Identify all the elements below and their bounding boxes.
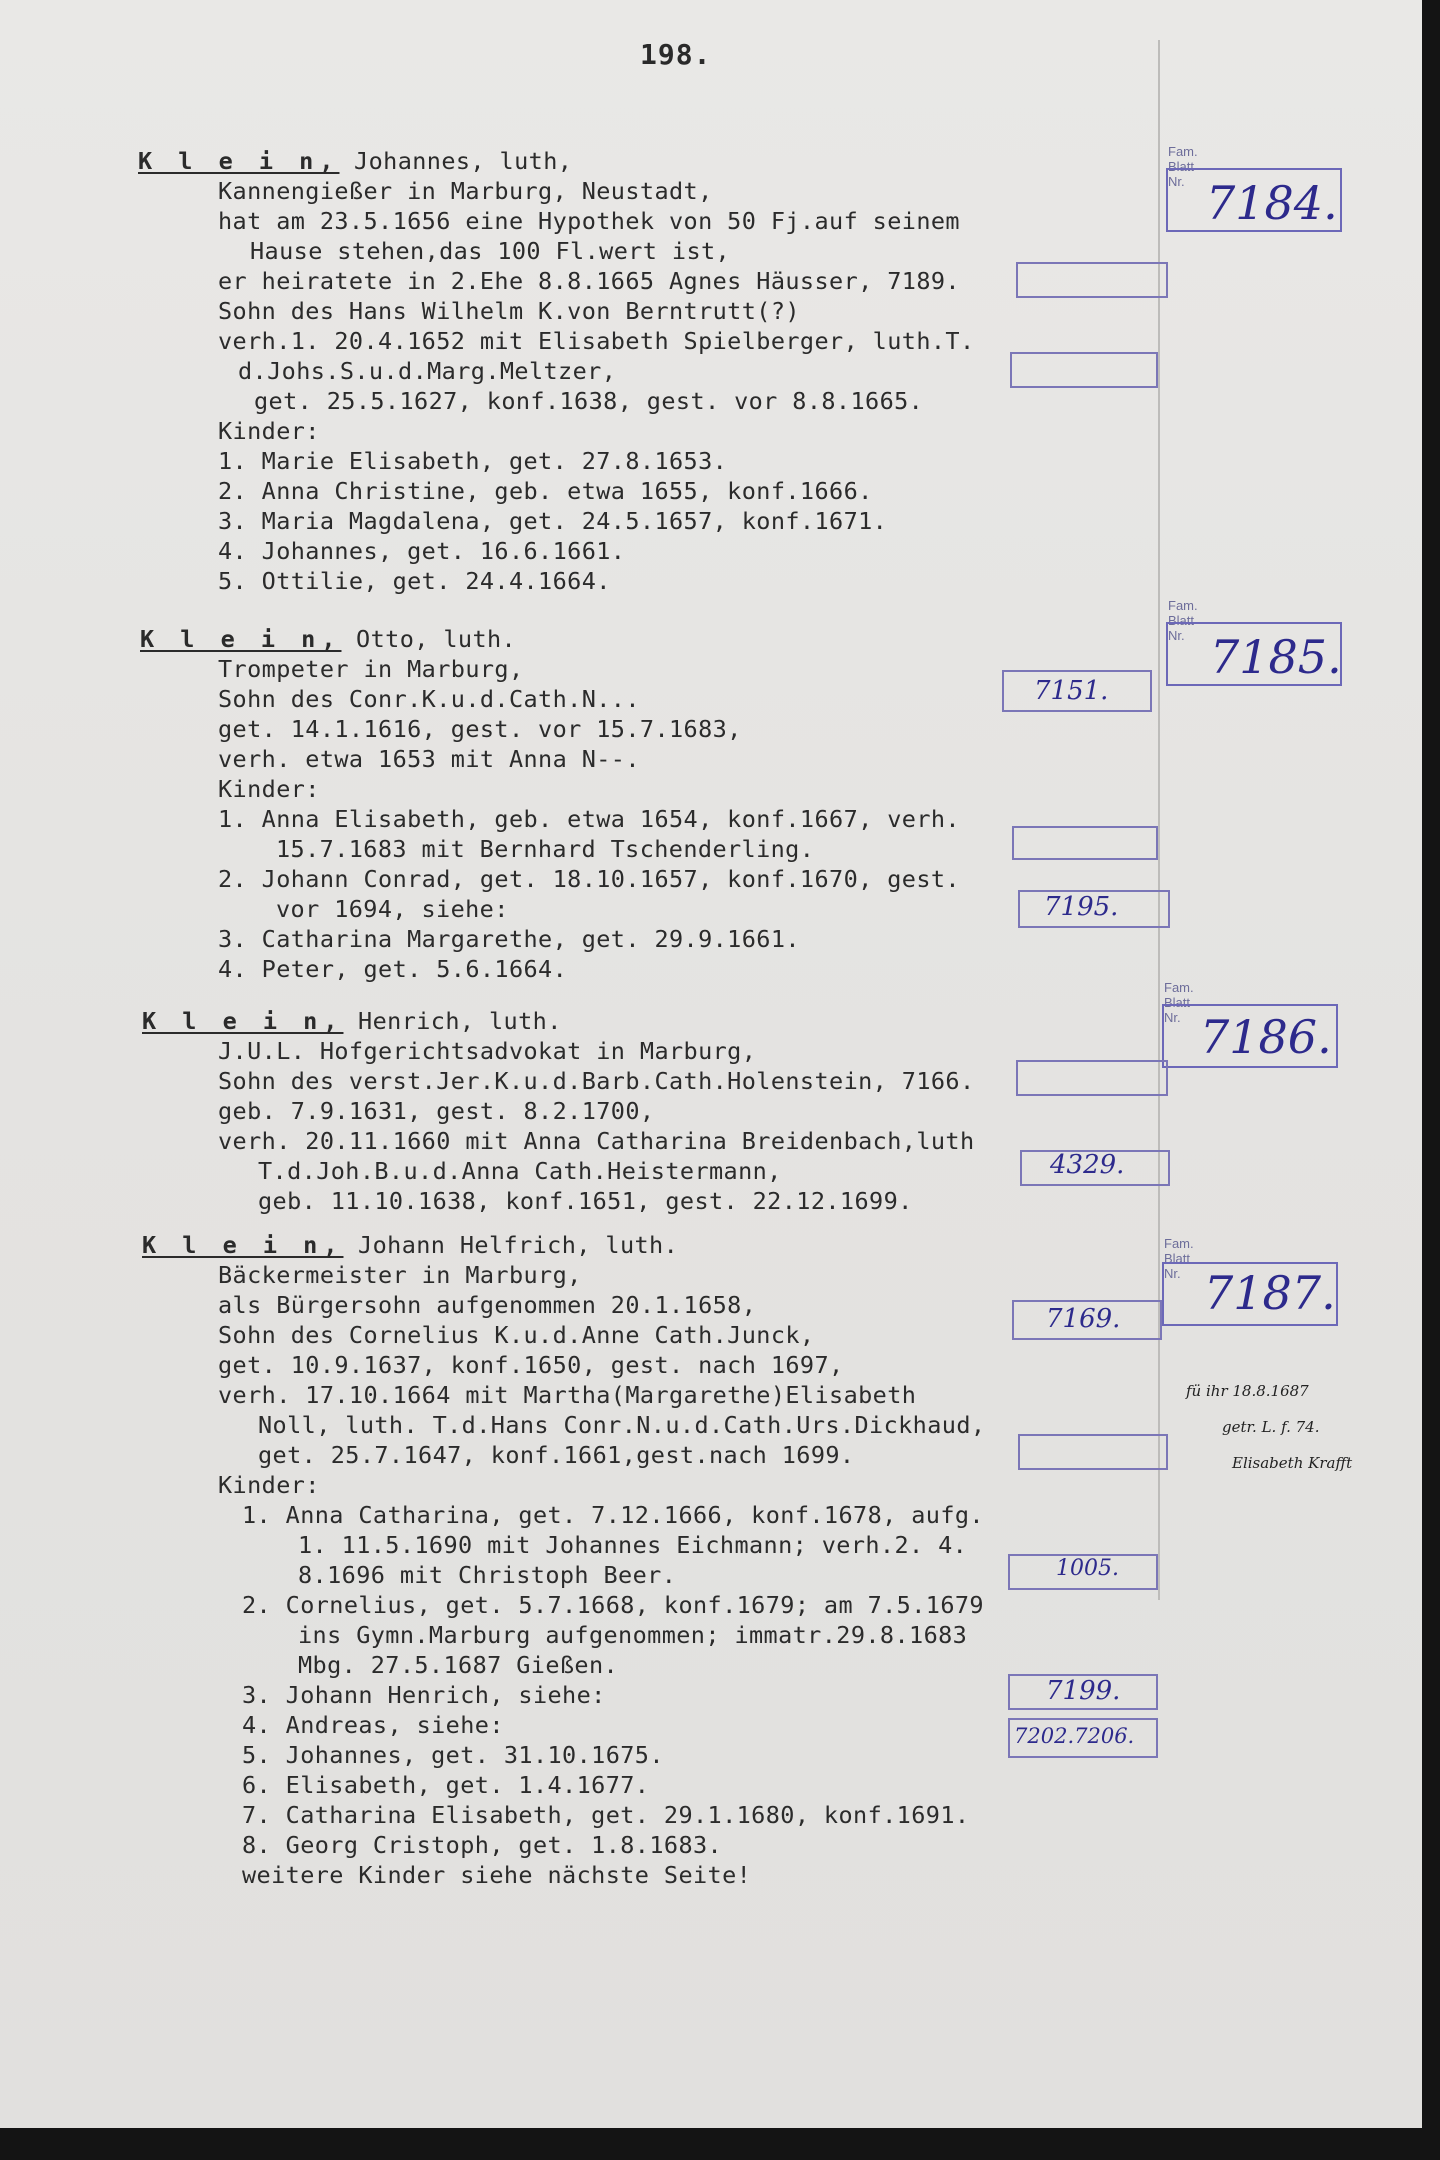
entry-line: als Bürgersohn aufgenommen 20.1.1658, — [218, 1291, 757, 1319]
entry-line: 7. Catharina Elisabeth, get. 29.1.1680, konf.1691. — [242, 1801, 970, 1829]
cross-ref-number: 7195. — [1044, 892, 1119, 922]
entry-line: 5. Johannes, get. 31.10.1675. — [242, 1741, 664, 1769]
margin-handwritten-note: getr. L. f. 74. — [1222, 1418, 1320, 1436]
confession: luth, — [499, 147, 573, 175]
entry-line: 2. Johann Conrad, get. 18.10.1657, konf.1670, gest. — [218, 865, 960, 893]
surname: K l e i n, — [142, 1231, 344, 1259]
entry-line: 4. Peter, get. 5.6.1664. — [218, 955, 568, 983]
surname: K l e i n, — [138, 147, 340, 175]
entry-line: 1. Marie Elisabeth, get. 27.8.1653. — [218, 447, 728, 475]
cross-ref-number: 7199. — [1046, 1676, 1121, 1706]
entry-line: 5. Ottilie, get. 24.4.1664. — [218, 567, 611, 595]
fam-blatt-number: 7186. — [1200, 1010, 1332, 1064]
entry-line: Bäckermeister in Marburg, — [218, 1261, 582, 1289]
entry-line: J.U.L. Hofgerichtsadvokat in Marburg, — [218, 1037, 757, 1065]
entry-line: get. 25.7.1647, konf.1661,gest.nach 1699. — [258, 1441, 855, 1469]
entry-line: get. 10.9.1637, konf.1650, gest. nach 1697, — [218, 1351, 844, 1379]
cross-ref-box — [1012, 826, 1158, 860]
given-name: Johannes, — [354, 147, 485, 175]
entry-line: 1. Anna Catharina, get. 7.12.1666, konf.1678, aufg. — [242, 1501, 984, 1529]
entry-line: d.Johs.S.u.d.Marg.Meltzer, — [238, 357, 617, 385]
fam-blatt-label: Fam. Blatt Nr. — [1168, 598, 1198, 643]
cross-ref-number: 4329. — [1050, 1150, 1125, 1180]
entry-line: Hause stehen,das 100 Fl.wert ist, — [250, 237, 731, 265]
entry-line: er heiratete in 2.Ehe 8.8.1665 Agnes Häusser, 7189. — [218, 267, 960, 295]
fam-blatt-number: 7187. — [1204, 1266, 1336, 1320]
entry-line: 4. Andreas, siehe: — [242, 1711, 504, 1739]
cross-ref-box — [1018, 1434, 1168, 1470]
fam-blatt-number: 7184. — [1206, 176, 1338, 230]
entry-line: Sohn des Cornelius K.u.d.Anne Cath.Junck, — [218, 1321, 815, 1349]
entry-line: geb. 7.9.1631, gest. 8.2.1700, — [218, 1097, 655, 1125]
confession: luth. — [443, 625, 517, 653]
entry-line: geb. 11.10.1638, konf.1651, gest. 22.12.1699. — [258, 1187, 913, 1215]
entry-line: 6. Elisabeth, get. 1.4.1677. — [242, 1771, 650, 1799]
cross-ref-number: 7151. — [1034, 676, 1109, 706]
fam-blatt-label: Fam. Blatt Nr. — [1168, 144, 1198, 189]
cross-ref-number: 1005. — [1056, 1556, 1119, 1581]
entry-line: Kinder: — [218, 1471, 320, 1499]
entry-line: 3. Catharina Margarethe, get. 29.9.1661. — [218, 925, 800, 953]
surname: K l e i n, — [142, 1007, 344, 1035]
cross-ref-box — [1016, 1060, 1168, 1096]
entry-line: Sohn des Conr.K.u.d.Cath.N... — [218, 685, 640, 713]
entry-line: 3. Maria Magdalena, get. 24.5.1657, konf.1671. — [218, 507, 888, 535]
margin-handwritten-note: fü ihr 18.8.1687 — [1186, 1382, 1309, 1400]
entry-line: get. 14.1.1616, gest. vor 15.7.1683, — [218, 715, 742, 743]
margin-handwritten-note: Elisabeth Krafft — [1232, 1454, 1353, 1472]
entry-line: Sohn des verst.Jer.K.u.d.Barb.Cath.Holenstein, 7166. — [218, 1067, 975, 1095]
entry-line: T.d.Joh.B.u.d.Anna Cath.Heistermann, — [258, 1157, 782, 1185]
entry-line: 2. Cornelius, get. 5.7.1668, konf.1679; am 7.5.1679 — [242, 1591, 984, 1619]
entry-line: get. 25.5.1627, konf.1638, gest. vor 8.8.1665. — [254, 387, 924, 415]
entry-line: 1. Anna Elisabeth, geb. etwa 1654, konf.1667, verh. — [218, 805, 960, 833]
entry-line: 4. Johannes, get. 16.6.1661. — [218, 537, 626, 565]
entry-line: 1. 11.5.1690 mit Johannes Eichmann; verh.2. 4. — [298, 1531, 968, 1559]
entry-line: vor 1694, siehe: — [276, 895, 509, 923]
fam-blatt-label: Fam. Blatt Nr. — [1164, 1236, 1194, 1281]
cross-ref-number: 7202.7206. — [1014, 1724, 1135, 1748]
entry-line: verh. 17.10.1664 mit Martha(Margarethe)Elisabeth — [218, 1381, 917, 1409]
entry-line: 8.1696 mit Christoph Beer. — [298, 1561, 677, 1589]
given-name: Otto, — [356, 625, 429, 653]
entry-line: Kannengießer in Marburg, Neustadt, — [218, 177, 713, 205]
page-number: 198. — [640, 38, 712, 71]
entry-line: verh. etwa 1653 mit Anna N--. — [218, 745, 640, 773]
entry-line: Kinder: — [218, 775, 320, 803]
entry-line: 8. Georg Cristoph, get. 1.8.1683. — [242, 1831, 723, 1859]
entry-line: Kinder: — [218, 417, 320, 445]
entry-line: verh. 20.11.1660 mit Anna Catharina Breidenbach,luth — [218, 1127, 975, 1155]
entry-line: weitere Kinder siehe nächste Seite! — [242, 1861, 752, 1889]
entry-line: 2. Anna Christine, geb. etwa 1655, konf.1666. — [218, 477, 873, 505]
confession: luth. — [489, 1007, 562, 1035]
entry-line: Trompeter in Marburg, — [218, 655, 524, 683]
given-name: Henrich, — [358, 1007, 475, 1035]
entry-heading — [140, 624, 516, 654]
entry-line: Noll, luth. T.d.Hans Conr.N.u.d.Cath.Urs.Dickhaud, — [258, 1411, 986, 1439]
entry-line: Mbg. 27.5.1687 Gießen. — [298, 1651, 619, 1679]
entry-heading — [142, 1006, 562, 1036]
entry-heading — [138, 146, 572, 176]
entry-heading — [142, 1230, 678, 1260]
fam-blatt-label: Fam. Blatt Nr. — [1164, 980, 1194, 1025]
entry-line: 15.7.1683 mit Bernhard Tschenderling. — [276, 835, 815, 863]
cross-ref-box — [1016, 262, 1168, 298]
entry-line: verh.1. 20.4.1652 mit Elisabeth Spielberger, luth.T. — [218, 327, 975, 355]
surname: K l e i n, — [140, 625, 342, 653]
cross-ref-box — [1010, 352, 1158, 388]
entry-line: 3. Johann Henrich, siehe: — [242, 1681, 606, 1709]
cross-ref-number: 7169. — [1046, 1304, 1121, 1334]
confession: luth. — [605, 1231, 679, 1259]
fam-blatt-number: 7185. — [1210, 630, 1342, 684]
entry-line: ins Gymn.Marburg aufgenommen; immatr.29.8.1683 — [298, 1621, 968, 1649]
given-name: Johann Helfrich, — [358, 1231, 591, 1259]
entry-line: Sohn des Hans Wilhelm K.von Berntrutt(?) — [218, 297, 800, 325]
entry-line: hat am 23.5.1656 eine Hypothek von 50 Fj.auf seinem — [218, 207, 960, 235]
